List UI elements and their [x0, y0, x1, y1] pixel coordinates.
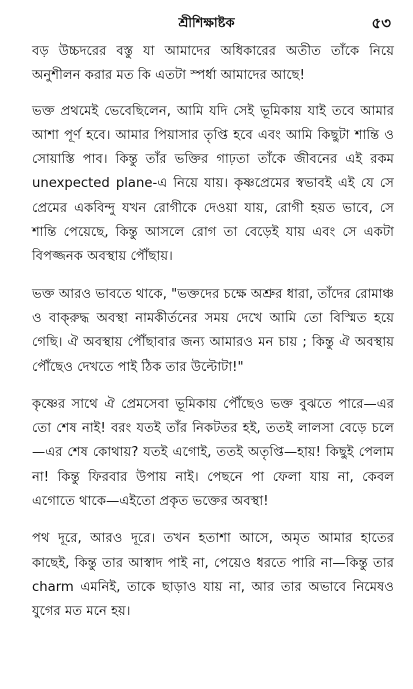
- paragraph-5: পথ দূরে, আরও দূরে। তখন হতাশা আসে, অমৃত আমার হাতের কাছেই, কিন্তু তার আস্বাদ পাই না, পেয়েও ধরতে পারি না—কিন্তু তার charm এমনিই, তাকে ছাড়াও যায় না, আর তার অভাবে নিমেষও যুগের মত মনে হয়।: [32, 531, 394, 620]
- paragraph-2: ভক্ত প্রথমেই ভেবেছিলেন, আমি যদি সেই ভূমিকায় যাই তবে আমার আশা পূর্ণ হবে। আমার পিয়াসার তৃপ্তি হবে এবং আমি কিছুটা শান্তি ও সোয়াস্তি পাব। কিন্তু তাঁর ভক্তির গাঢ়তা তাঁকে জীবনের এই রকম unexpected plane-এ নিয়ে যায়। কৃষ্ণপ্রেমের স্বভাবই এই যে সে প্রেমের একবিন্দু যখন রোগীকে দেওয়া যায়, রোগী হয়ত ভাবে, সে শান্তি পেয়েছে, কিন্তু আসলে রোগ তা বেড়েই যায় এবং সে একটা বিপজ্জনক অবস্থায় পৌঁছায়।: [32, 103, 394, 265]
- running-title: শ্রীশিক্ষাষ্টক: [178, 16, 235, 31]
- page-number: ৫৩: [371, 14, 391, 32]
- paragraph-4: কৃষ্ণের সাথে ঐ প্রেমসেবা ভূমিকায় পৌঁছেও ভক্ত বুঝতে পারে—এর তো শেষ নাই! বরং যতই তাঁর নিকটতর হই, ততই লালসা বেড়ে চলে—এর শেষ কোথায়? যতই এগোই, ততই অতৃপ্তি—হায়! কিছুই পেলাম না! কিন্তু ফিরবার উপায় নাই। পেছনে পা ফেলা যায় না, কেবল এগোতে থাকে—এইতো প্রকৃত ভক্তের অবস্থা!: [32, 396, 394, 510]
- page-header: [0, 12, 413, 34]
- paragraph-3: ভক্ত আরও ভাবতে থাকে, "ভক্তদের চক্ষে অশ্রুর ধারা, তাঁদের রোমাঞ্চ ও বাক্‌রুদ্ধ অবস্থা নামকীর্তনের সময় দেখে আমি তো বিস্মিত হয়ে গেছি। ঐ অবস্থায় পৌঁছাবার জন্য আমারও মন চায় ; কিন্তু ঐ অবস্থায় পৌঁছেও দেখতে পাই ঠিক তার উল্টোটা!": [32, 286, 394, 375]
- paragraph-1: বড় উচ্চদরের বস্তু যা আমাদের অধিকারের অতীত তাঁকে নিয়ে অনুশীলন করার মত কি এতটা স্পর্ধা আমাদের আছে!: [32, 44, 394, 84]
- body-text: [32, 40, 394, 638]
